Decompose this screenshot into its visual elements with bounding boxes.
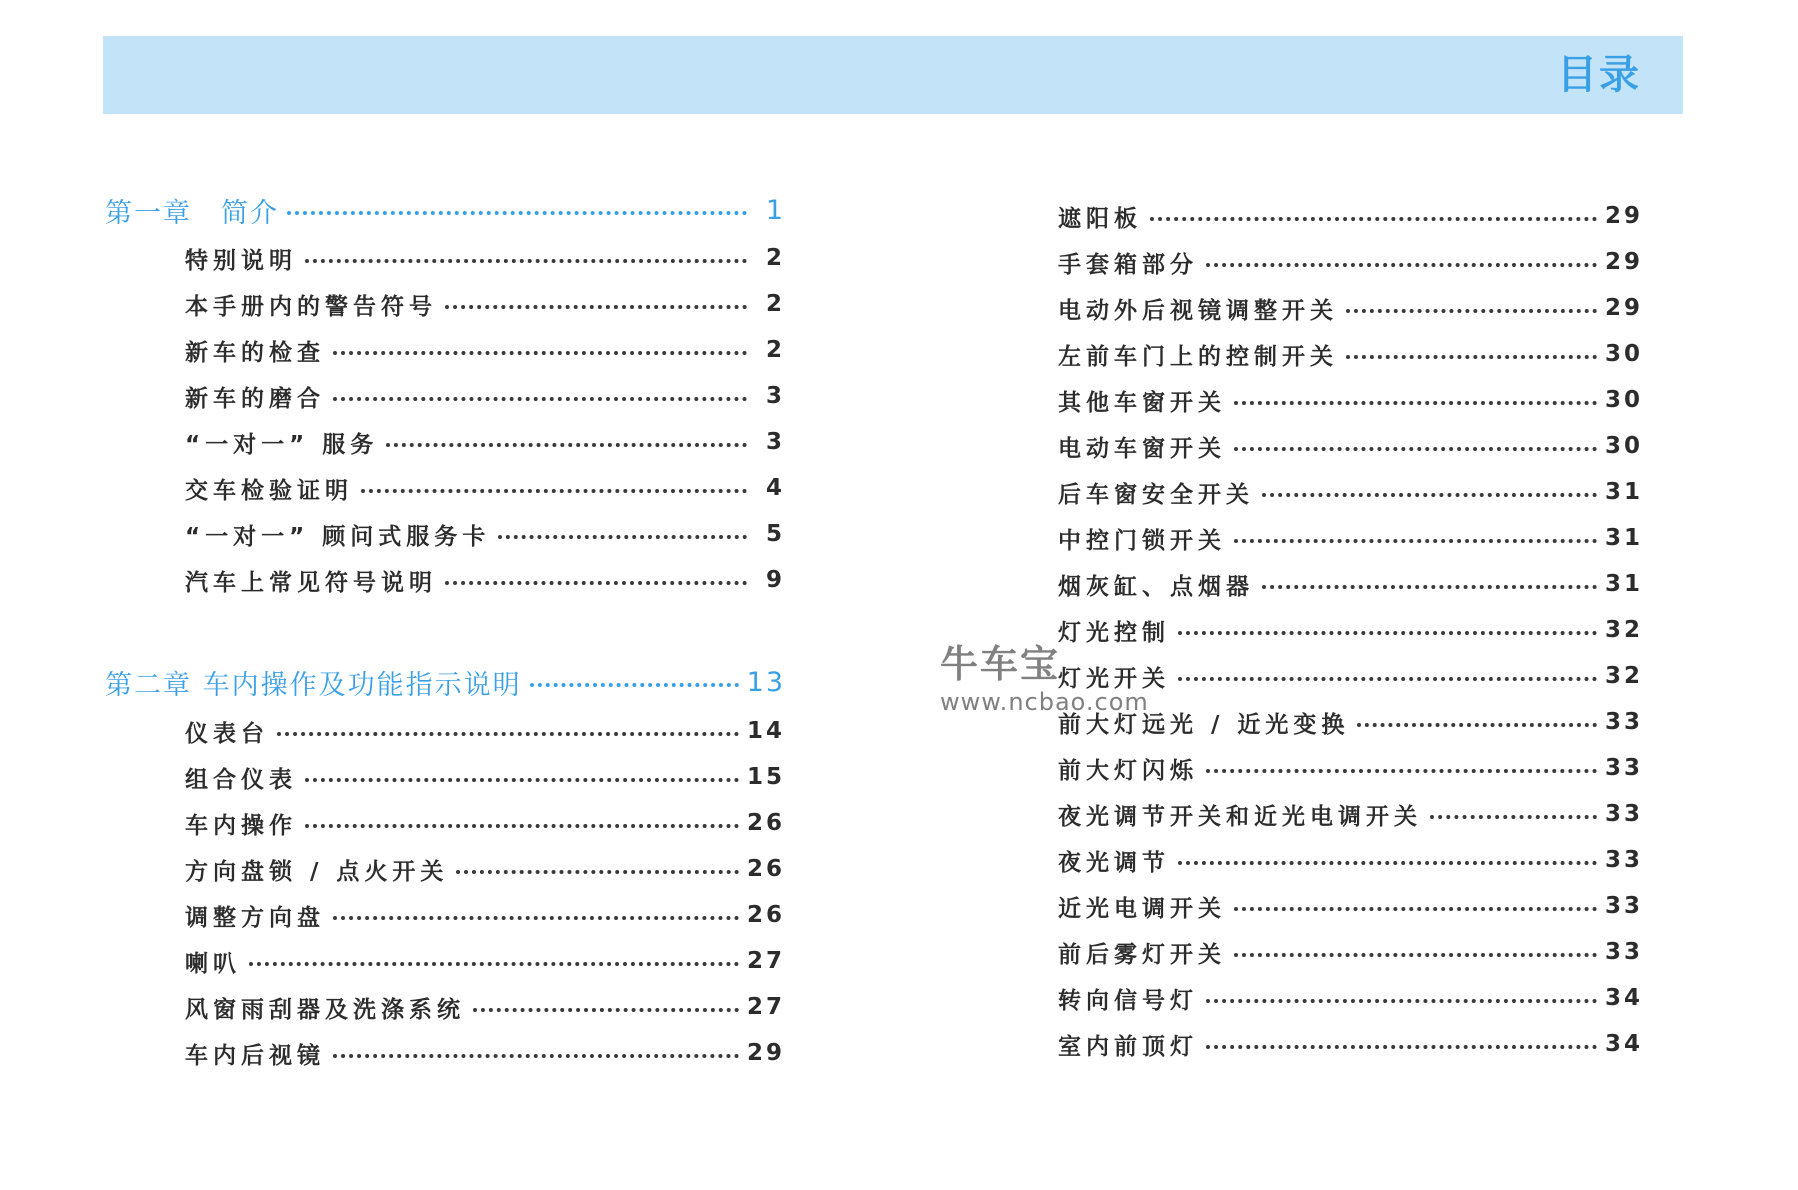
page-number: 33 [1604,893,1643,919]
page-number: 26 [746,902,785,928]
dot-leader [1234,447,1597,451]
dot-leader [333,351,747,355]
dot-leader [1262,585,1597,589]
chapter-title: 第二章 车内操作及功能指示说明 [105,669,522,701]
toc-entry[interactable] [185,943,785,979]
page-number: 29 [1604,203,1643,229]
toc-entry[interactable] [1058,198,1643,234]
toc-entry[interactable] [185,470,785,506]
entry-label: 近光电调开关 [1058,895,1226,922]
entry-label: 其他车窗开关 [1058,389,1226,416]
toc-entry[interactable] [185,286,785,322]
page-number: 4 [765,475,785,501]
dot-leader [277,732,739,736]
dot-leader [1150,217,1597,221]
page-number: 33 [1604,755,1643,781]
toc-entry[interactable] [185,516,785,552]
entry-label: 交车检验证明 [185,477,353,504]
dot-leader [473,1008,739,1012]
dot-leader [333,916,739,920]
page-number: 31 [1604,479,1643,505]
page-number: 15 [746,764,785,790]
page-number: 30 [1604,387,1643,413]
entry-label: 喇叭 [185,950,241,977]
entry-label: 新车的检查 [185,339,325,366]
entry-label: 新车的磨合 [185,385,325,412]
page-number: 34 [1604,985,1643,1011]
dot-leader [361,489,747,493]
toc-entry[interactable] [185,851,785,887]
page-number: 2 [765,291,785,317]
dot-leader [1346,355,1597,359]
toc-entry[interactable] [185,713,785,749]
dot-leader [287,211,747,215]
toc-entry[interactable] [1058,980,1643,1016]
entry-label: 灯光开关 [1058,665,1170,692]
entry-label: 灯光控制 [1058,619,1170,646]
entry-label: 车内后视镜 [185,1042,325,1069]
entry-label: 后车窗安全开关 [1058,481,1254,508]
page-number: 1 [765,194,785,226]
dot-leader [386,443,747,447]
toc-chapter-1[interactable] [105,192,785,228]
header-band [103,36,1683,114]
page-number: 9 [765,567,785,593]
page-number: 33 [1604,801,1643,827]
page-number: 34 [1604,1031,1643,1057]
entry-label: 特别说明 [185,247,297,274]
dot-leader [1178,631,1597,635]
dot-leader [445,305,747,309]
entry-label: “一对一” 服务 [185,431,379,458]
entry-label: 中控门锁开关 [1058,527,1226,554]
watermark-brand: 牛车宝 [940,642,1061,686]
dot-leader [530,683,739,687]
watermark-url: www.ncbao.com [940,688,1149,716]
page-number: 31 [1604,571,1643,597]
page-number: 33 [1604,939,1643,965]
page-number: 26 [746,810,785,836]
dot-leader [1234,953,1597,957]
toc-entry[interactable] [1058,796,1643,832]
toc-entry[interactable] [1058,382,1643,418]
entry-label: 调整方向盘 [185,904,325,931]
entry-label: 本手册内的警告符号 [185,293,437,320]
toc-entry[interactable] [1058,1026,1643,1062]
toc-entry[interactable] [1058,428,1643,464]
toc-entry[interactable] [185,805,785,841]
page-number: 3 [765,383,785,409]
toc-entry[interactable] [185,424,785,460]
dot-leader [456,870,739,874]
toc-entry[interactable] [1058,888,1643,924]
entry-label: “一对一” 顾问式服务卡 [185,523,491,550]
dot-leader [305,259,747,263]
dot-leader [1234,907,1597,911]
page-number: 3 [765,429,785,455]
entry-label: 风窗雨刮器及洗涤系统 [185,996,465,1023]
toc-chapter-2[interactable] [105,664,785,700]
entry-label: 前后雾灯开关 [1058,941,1226,968]
toc-entry[interactable] [185,759,785,795]
toc-entry[interactable] [185,562,785,598]
page-number: 31 [1604,525,1643,551]
toc-entry[interactable] [1058,566,1643,602]
toc-entry[interactable] [1058,934,1643,970]
page-number: 2 [765,245,785,271]
entry-label: 夜光调节 [1058,849,1170,876]
toc-entry[interactable] [1058,520,1643,556]
toc-entry[interactable] [1058,244,1643,280]
page-number: 30 [1604,433,1643,459]
dot-leader [1206,769,1597,773]
toc-entry[interactable] [1058,474,1643,510]
entry-label: 前大灯闪烁 [1058,757,1198,784]
entry-label: 汽车上常见符号说明 [185,569,437,596]
dot-leader [333,1054,739,1058]
dot-leader [445,581,747,585]
toc-entry[interactable] [1058,750,1643,786]
page-number: 30 [1604,341,1643,367]
toc-entry[interactable] [185,1035,785,1071]
entry-label: 组合仪表 [185,766,297,793]
page-number: 27 [746,994,785,1020]
entry-label: 转向信号灯 [1058,987,1198,1014]
page-number: 29 [1604,295,1643,321]
dot-leader [249,962,739,966]
dot-leader [1346,309,1597,313]
page-number: 32 [1604,663,1643,689]
entry-label: 遮阳板 [1058,205,1142,232]
page-number: 26 [746,856,785,882]
dot-leader [305,824,739,828]
page-title: 目录 [1557,52,1641,98]
dot-leader [1234,401,1597,405]
dot-leader [305,778,739,782]
toc-entry[interactable] [185,897,785,933]
page-number: 29 [746,1040,785,1066]
toc-entry[interactable] [1058,336,1643,372]
page-number: 29 [1604,249,1643,275]
page-number: 32 [1604,617,1643,643]
toc-entry[interactable] [1058,842,1643,878]
entry-label: 方向盘锁 / 点火开关 [185,858,449,885]
dot-leader [1357,723,1597,727]
entry-label: 室内前顶灯 [1058,1033,1198,1060]
entry-label: 电动外后视镜调整开关 [1058,297,1338,324]
dot-leader [1206,999,1597,1003]
toc-entry[interactable] [185,378,785,414]
dot-leader [1430,815,1597,819]
watermark [940,642,1149,718]
page-number: 5 [765,521,785,547]
entry-label: 电动车窗开关 [1058,435,1226,462]
dot-leader [333,397,747,401]
chapter-title: 第一章 简介 [105,197,279,229]
dot-leader [1234,539,1597,543]
page-number: 27 [746,948,785,974]
dot-leader [1262,493,1597,497]
dot-leader [1178,677,1597,681]
entry-label: 左前车门上的控制开关 [1058,343,1338,370]
dot-leader [498,535,747,539]
page-number: 2 [765,337,785,363]
toc-entry[interactable] [185,332,785,368]
toc-entry[interactable] [185,240,785,276]
dot-leader [1206,1045,1597,1049]
page-number: 14 [746,718,785,744]
entry-label: 烟灰缸、点烟器 [1058,573,1254,600]
entry-label: 前大灯远光 / 近光变换 [1058,711,1350,738]
entry-label: 手套箱部分 [1058,251,1198,278]
page-number: 13 [746,666,785,698]
entry-label: 车内操作 [185,812,297,839]
dot-leader [1206,263,1597,267]
page-number: 33 [1604,847,1643,873]
toc-entry[interactable] [1058,290,1643,326]
entry-label: 夜光调节开关和近光电调开关 [1058,803,1422,830]
toc-entry[interactable] [185,989,785,1025]
dot-leader [1178,861,1597,865]
entry-label: 仪表台 [185,720,269,747]
page-number: 33 [1604,709,1643,735]
